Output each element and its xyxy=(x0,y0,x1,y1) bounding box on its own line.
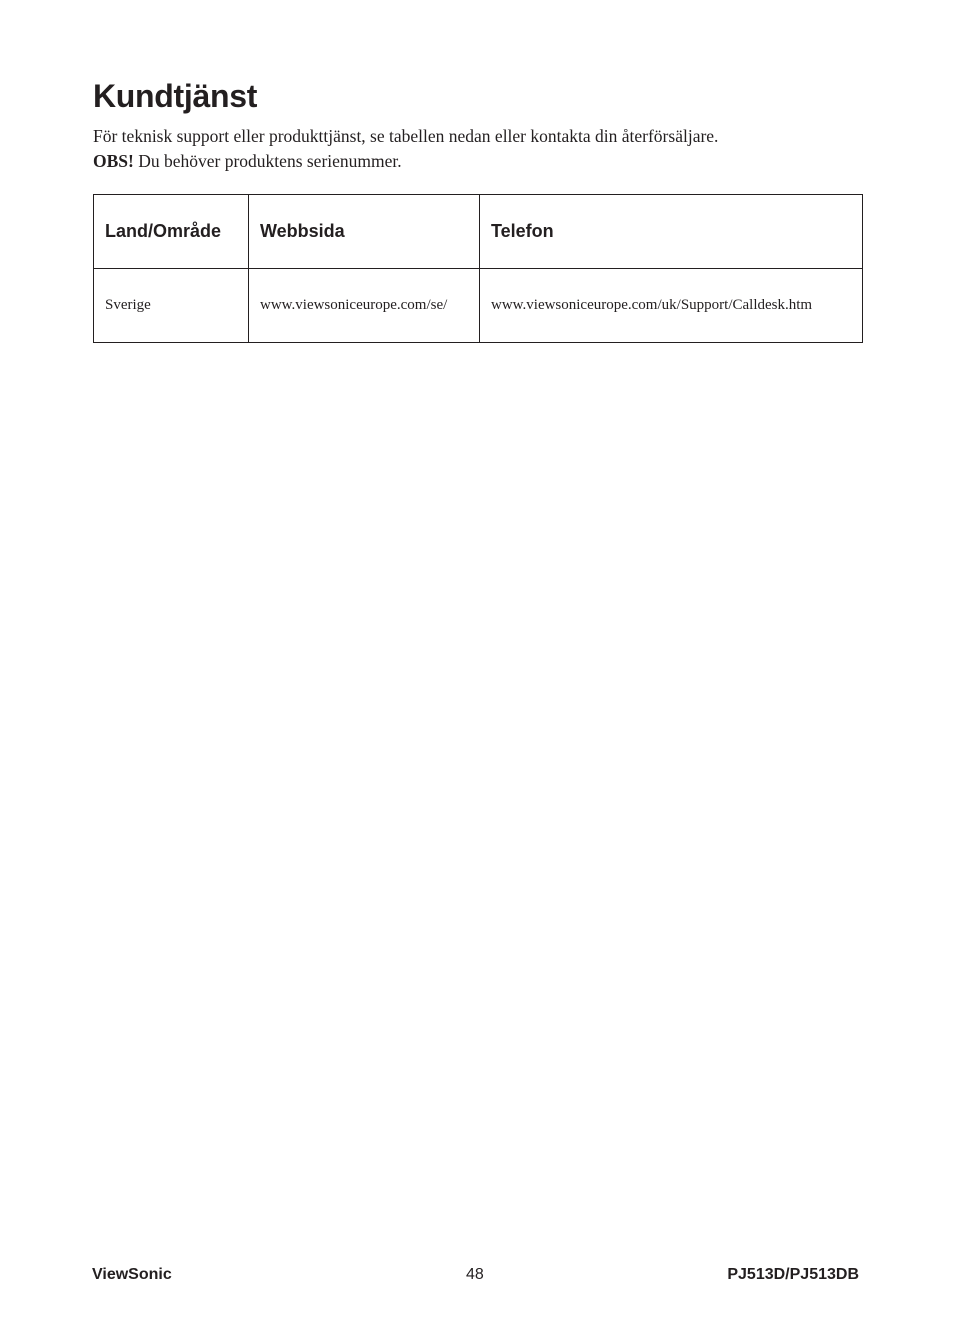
intro-text xyxy=(93,124,873,174)
table-header-row xyxy=(94,195,863,269)
note-line xyxy=(93,149,873,174)
cell-phone-link[interactable]: www.viewsoniceurope.com/uk/Support/Calldesk.htm xyxy=(480,269,863,343)
footer-page-number: 48 xyxy=(466,1266,484,1283)
header-website: Webbsida xyxy=(249,195,480,269)
intro-line: För teknisk support eller produkttjänst, se tabellen nedan eller kontakta din återförsäljare. xyxy=(93,126,719,146)
footer-model: PJ513D/PJ513DB xyxy=(727,1266,859,1283)
footer-brand: ViewSonic xyxy=(92,1266,172,1283)
support-table xyxy=(93,194,863,343)
note-text: Du behöver produktens serienummer. xyxy=(133,151,402,171)
header-phone: Telefon xyxy=(480,195,863,269)
page-title: Kundtjänst xyxy=(93,78,258,114)
cell-country: Sverige xyxy=(94,269,249,343)
table-row xyxy=(94,269,863,343)
cell-website-link[interactable]: www.viewsoniceurope.com/se/ xyxy=(249,269,480,343)
header-country: Land/Område xyxy=(94,195,249,269)
note-label: OBS! xyxy=(93,151,134,171)
